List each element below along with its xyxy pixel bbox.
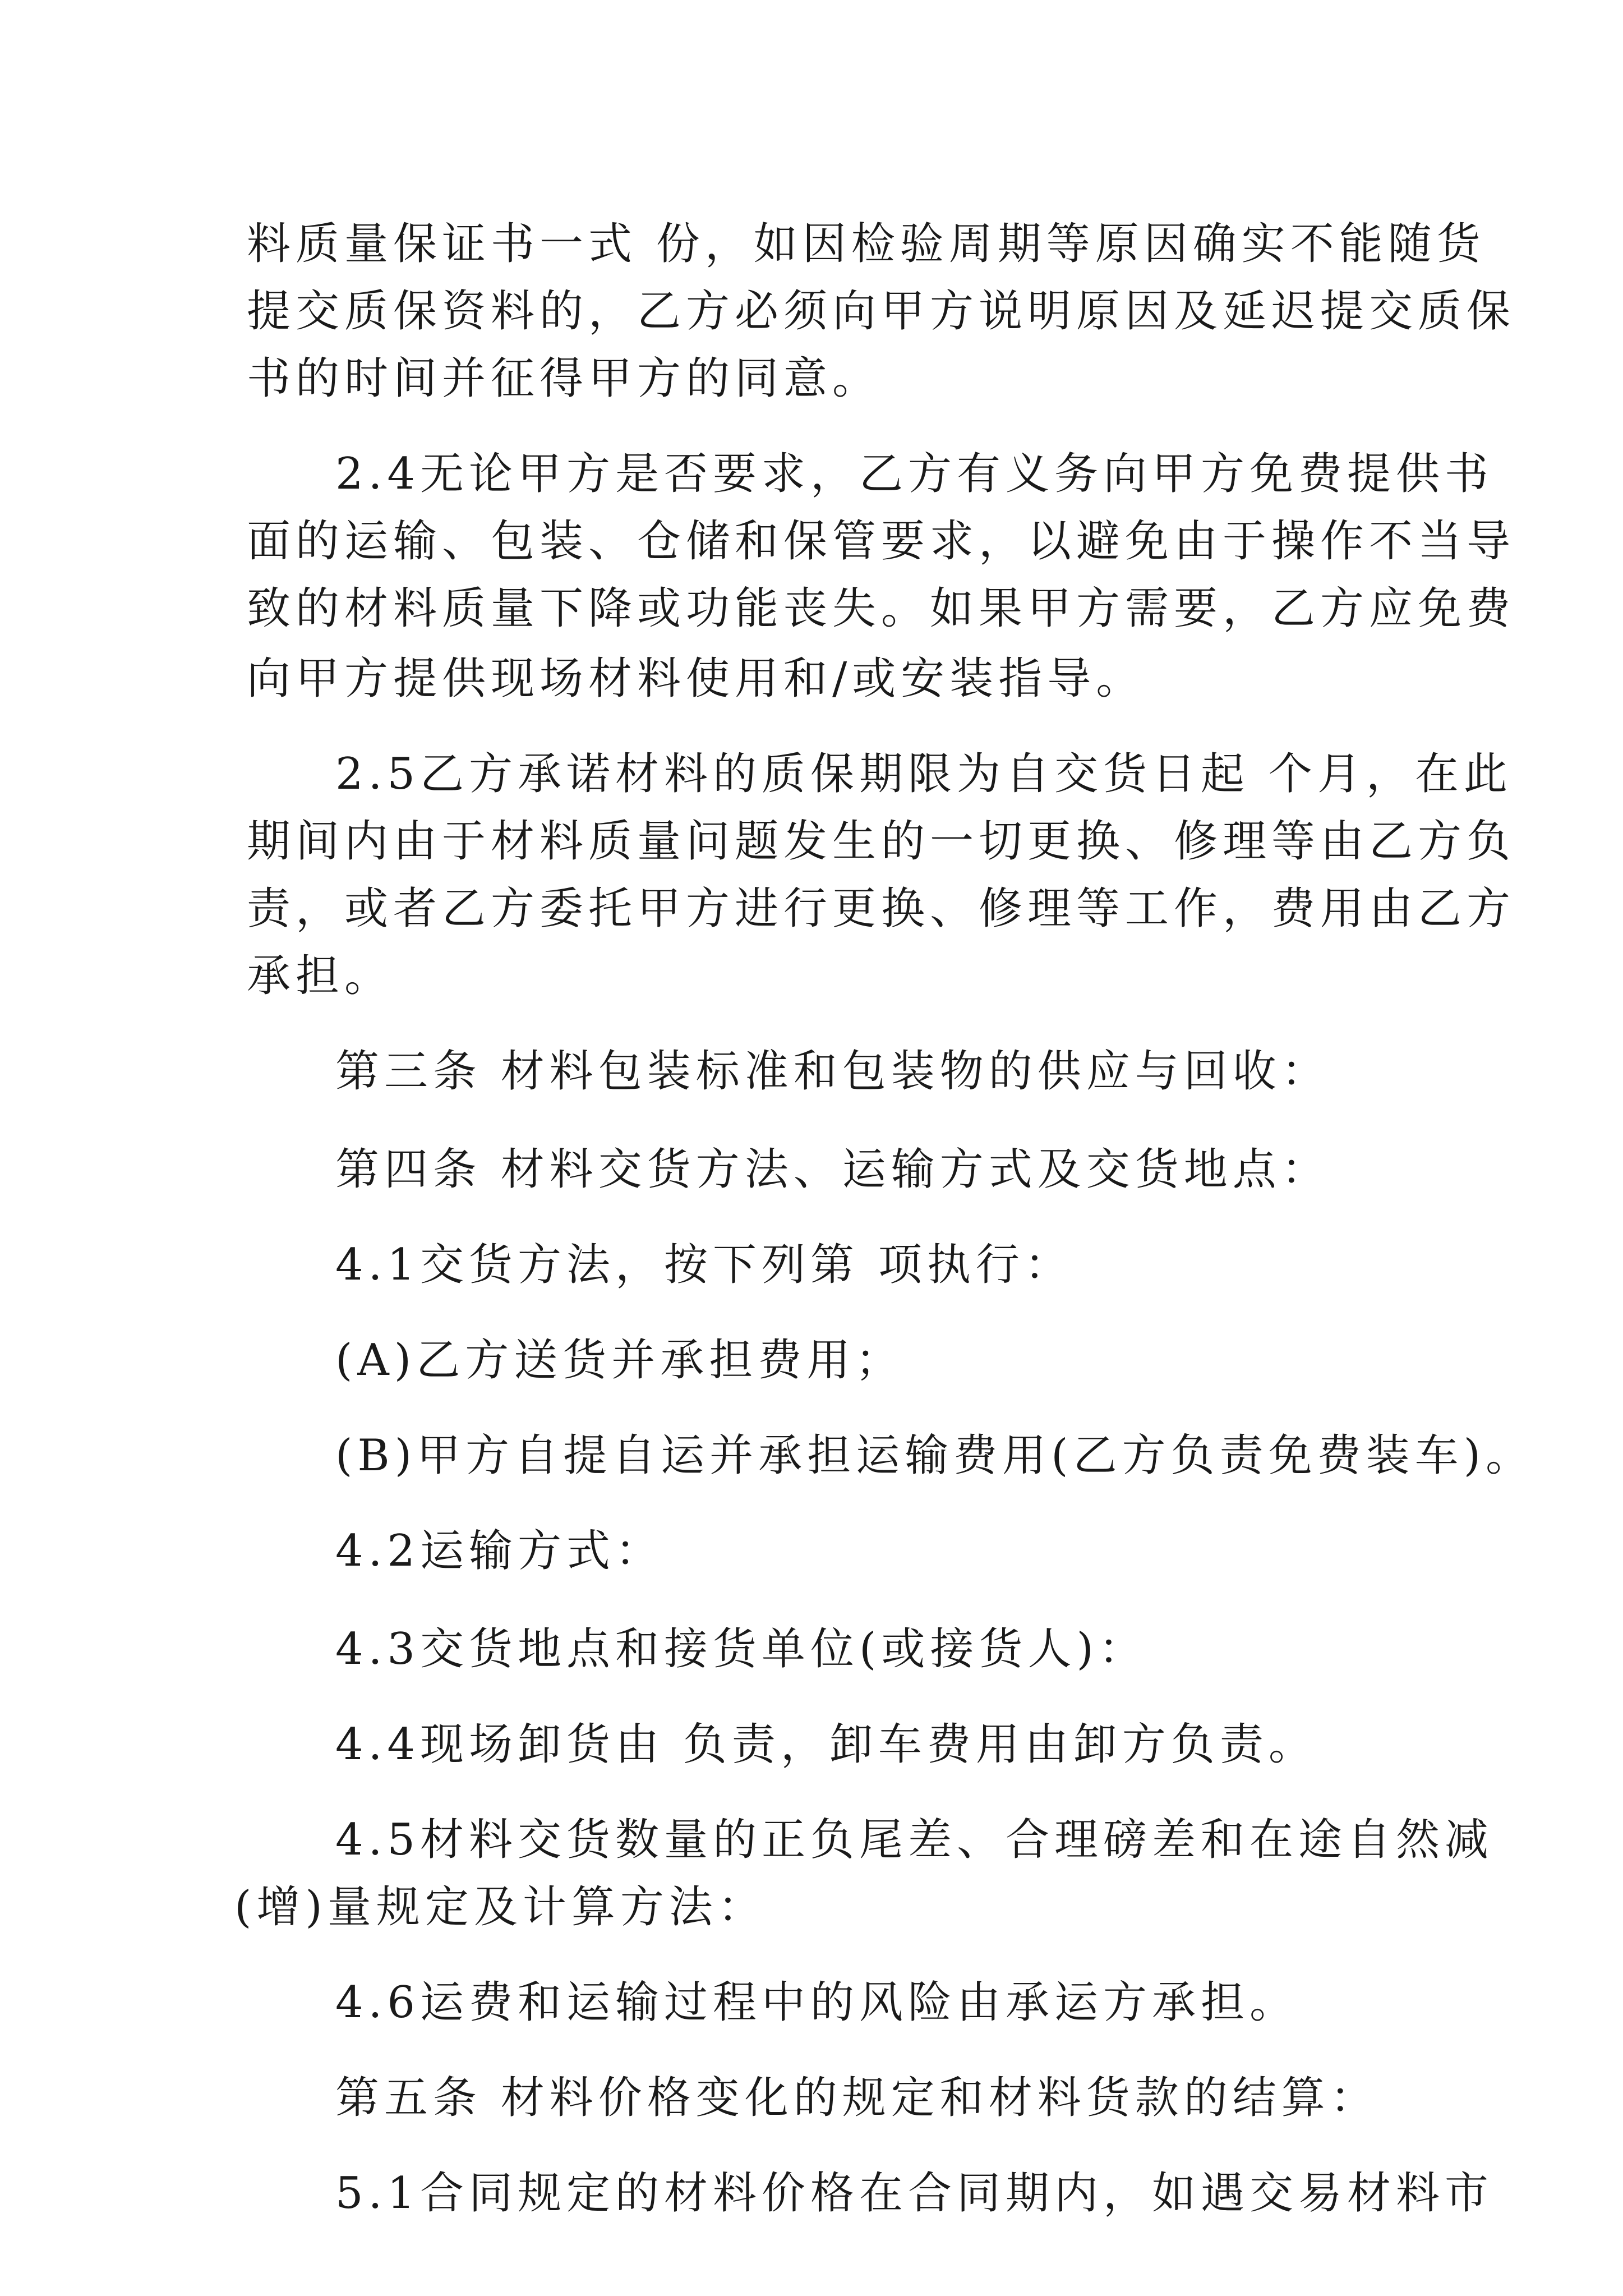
text-line: 4.1交货方法，按下列第 项执行： xyxy=(335,1240,1073,1290)
text-line: 承担。 xyxy=(247,951,394,1001)
text-line: 4.5材料交货数量的正负尾差、合理磅差和在途自然减 xyxy=(335,1815,1494,1865)
text-line: 致的材料质量下降或功能丧失。如果甲方需要，乙方应免费 xyxy=(247,583,1516,634)
text-line: 提交质保资料的，乙方必须向甲方说明原因及延迟提交质保 xyxy=(247,286,1516,337)
text-line: 4.2运输方式： xyxy=(335,1526,665,1576)
text-line: 4.4现场卸货由 负责，卸车费用由卸方负责。 xyxy=(335,1719,1317,1770)
text-line: 书的时间并征得甲方的同意。 xyxy=(247,353,882,404)
text-line: 料质量保证书一式 份，如因检验周期等原因确实不能随货 xyxy=(247,219,1486,269)
text-line: (B)甲方自提自运并承担运输费用(乙方负责免费装车)。 xyxy=(335,1430,1535,1481)
text-line: (增)量规定及计算方法： xyxy=(234,1882,767,1932)
text-line: 期间内由于材料质量问题发生的一切更换、修理等由乙方负 xyxy=(247,816,1516,867)
text-line: 责，或者乙方委托甲方进行更换、修理等工作，费用由乙方 xyxy=(247,884,1516,934)
text-line: 2.4无论甲方是否要求，乙方有义务向甲方免费提供书 xyxy=(335,449,1494,499)
section-heading: 第三条 材料包装标准和包装物的供应与回收： xyxy=(335,1046,1330,1097)
section-heading: 第五条 材料价格变化的规定和材料货款的结算： xyxy=(335,2073,1379,2123)
text-line: 面的运输、包装、仓储和保管要求，以避免由于操作不当导 xyxy=(247,516,1516,567)
text-line: 2.5乙方承诺材料的质保期限为自交货日起 个月，在此 xyxy=(335,749,1513,799)
text-line: 4.3交货地点和接货单位(或接货人)： xyxy=(335,1624,1147,1674)
text-line: 4.6运费和运输过程中的风险由承运方承担。 xyxy=(335,1977,1299,2028)
text-line: (A)乙方送货并承担费用； xyxy=(335,1335,905,1386)
text-line: 5.1合同规定的材料价格在合同期内，如遇交易材料市 xyxy=(335,2168,1494,2219)
text-line: 向甲方提供现场材料使用和/或安装指导。 xyxy=(247,654,1145,704)
section-heading: 第四条 材料交货方法、运输方式及交货地点： xyxy=(335,1144,1330,1195)
